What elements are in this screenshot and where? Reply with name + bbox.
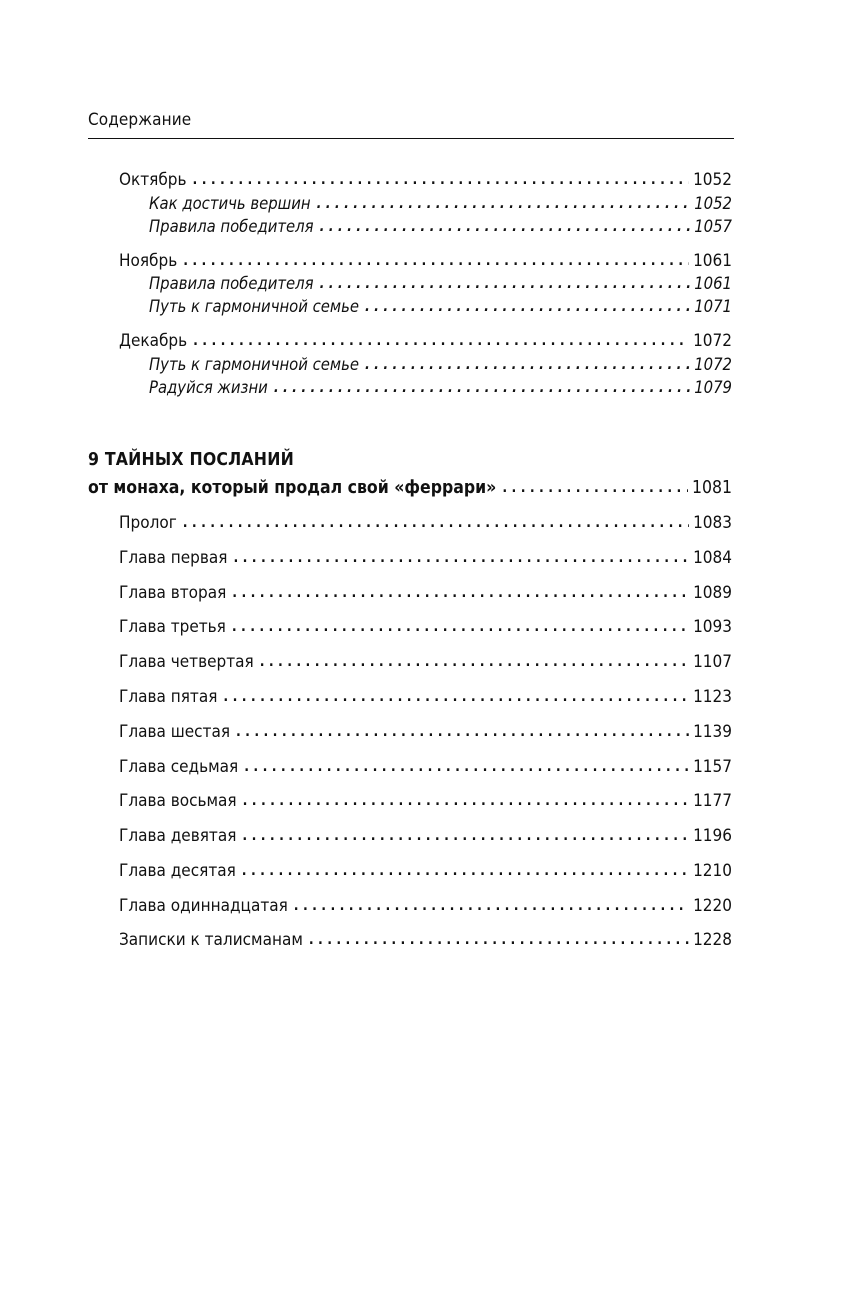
leader-dots [243,793,689,809]
toc-entry-november[interactable] [119,251,732,271]
toc-page-number: 1093 [693,617,732,637]
toc-subentry-title: Путь к гармоничной семье [149,297,359,316]
toc-entry-title: Декабрь [119,331,188,351]
toc-entry-part[interactable] [88,478,732,498]
toc-chapter-title: Глава первая [119,548,228,568]
toc-chapter[interactable] [119,861,732,881]
toc-chapter[interactable] [119,791,732,811]
toc-page-number: 1220 [693,896,732,916]
toc-subentry-title: Как достичь вершин [149,194,311,213]
leader-dots [260,654,689,670]
toc-subentry[interactable] [149,378,732,397]
leader-dots [320,219,691,235]
toc-chapter-title: Глава десятая [119,861,236,881]
toc-entry-title: Ноябрь [119,251,178,271]
toc-chapter[interactable] [119,513,732,533]
leader-dots [320,276,691,292]
toc-chapter[interactable] [119,617,732,637]
toc-page-number: 1061 [693,251,732,271]
toc-subentry[interactable] [149,297,732,316]
toc-page-number: 1057 [694,217,732,236]
part-subtitle: от монаха, который продал свой «феррари» [88,478,497,498]
toc-page-number: 1081 [691,478,732,498]
leader-dots [232,619,689,635]
leader-dots [183,253,689,269]
toc-subentry-title: Путь к гармоничной семье [149,355,359,374]
toc-page-number: 1107 [693,652,732,672]
toc-page-number: 1071 [694,297,732,316]
toc-chapter-title: Глава седьмая [119,757,239,777]
leader-dots [502,480,688,496]
toc-page-number: 1157 [693,757,732,777]
toc-subentry-title: Радуйся жизни [149,378,268,397]
toc-chapter-title: Глава третья [119,617,226,637]
leader-dots [365,299,690,315]
leader-dots [365,357,690,373]
toc-page-number: 1123 [693,687,732,707]
toc-entry-title: Октябрь [119,170,187,190]
toc-page-number: 1072 [694,355,732,374]
part-title: 9 ТАЙНЫХ ПОСЛАНИЙ [88,450,294,470]
leader-dots [294,898,689,914]
toc-page-number: 1052 [694,194,732,213]
leader-dots [242,828,689,844]
toc-entry-october[interactable] [119,170,732,190]
toc-page-number: 1072 [693,331,732,351]
toc-page-number: 1061 [694,274,732,293]
toc-subentry[interactable] [149,274,732,293]
leader-dots [274,380,690,396]
toc-page-number: 1083 [693,513,732,533]
toc-subentry[interactable] [149,355,732,374]
toc-page-number: 1084 [693,548,732,568]
toc-subentry[interactable] [149,194,732,213]
toc-chapter[interactable] [119,583,732,603]
toc-subentry[interactable] [149,217,732,236]
leader-dots [183,515,689,531]
toc-chapter[interactable] [119,757,732,777]
toc-page-number: 1228 [693,930,732,950]
toc-chapter-title: Глава одиннадцатая [119,896,288,916]
leader-dots [232,585,689,601]
toc-page-number: 1177 [693,791,732,811]
toc-subentry-title: Правила победителя [149,217,314,236]
toc-chapter[interactable] [119,826,732,846]
toc-page-number: 1052 [693,170,732,190]
toc-chapter-title: Глава шестая [119,722,231,742]
header-rule [88,138,734,139]
toc-page-number: 1089 [693,583,732,603]
leader-dots [242,863,689,879]
toc-page-number: 1139 [693,722,732,742]
leader-dots [193,333,689,349]
toc-chapter-title: Глава восьмая [119,791,237,811]
leader-dots [244,759,689,775]
toc-subentry-title: Правила победителя [149,274,314,293]
toc-chapter-title: Пролог [119,513,177,533]
toc-chapter-title: Глава вторая [119,583,227,603]
leader-dots [309,932,689,948]
toc-chapter-title: Глава четвертая [119,652,254,672]
leader-dots [236,724,689,740]
toc-chapter[interactable] [119,930,732,950]
running-head: Содержание [88,110,192,130]
toc-chapter[interactable] [119,722,732,742]
toc-chapter[interactable] [119,687,732,707]
toc-chapter-title: Глава пятая [119,687,218,707]
toc-page-number: 1210 [693,861,732,881]
leader-dots [233,550,689,566]
toc-chapter[interactable] [119,896,732,916]
toc-chapter[interactable] [119,652,732,672]
leader-dots [193,172,690,188]
leader-dots [317,196,691,212]
toc-chapter-title: Записки к талисманам [119,930,303,950]
toc-entry-december[interactable] [119,331,732,351]
leader-dots [223,689,689,705]
toc-page-number: 1079 [694,378,732,397]
toc-chapter-title: Глава девятая [119,826,237,846]
toc-chapter[interactable] [119,548,732,568]
toc-page-number: 1196 [693,826,732,846]
